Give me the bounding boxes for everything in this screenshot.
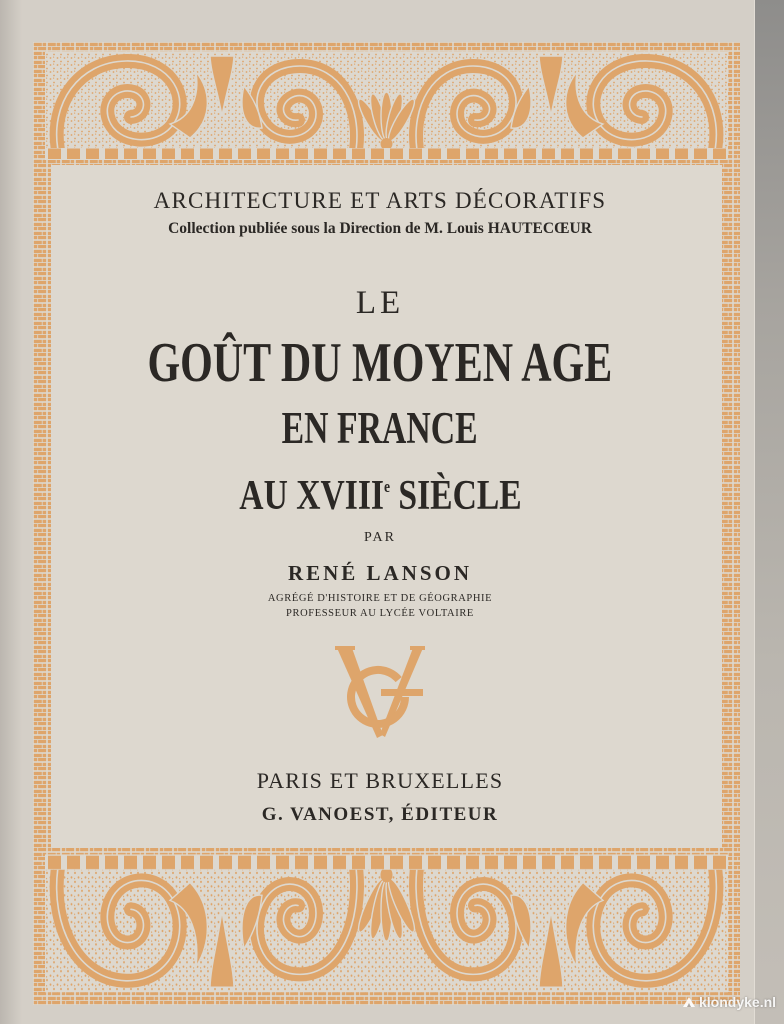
monogram-serif (410, 646, 425, 650)
title-main (50, 332, 710, 394)
title-century-prefix: AU XVIII (238, 473, 384, 519)
author-credential: AGRÉGÉ D'HISTOIRE ET DE GÉOGRAPHIE (267, 593, 493, 604)
title-century (50, 475, 710, 525)
publisher-name: G. VANOEST, ÉDITEUR (261, 804, 499, 825)
title-century-suffix: SIÈCLE (389, 473, 522, 519)
watermark (682, 993, 776, 1011)
title-article: LE (355, 285, 405, 321)
dentil-row (45, 148, 728, 160)
title-main-text: GOÛT DU MOYEN AGE (147, 332, 613, 394)
watermark-text: klondyke.nl (699, 994, 777, 1010)
author-credential: PROFESSEUR AU LYCÉE VOLTAIRE (286, 608, 474, 619)
top-ornament-band (45, 52, 728, 160)
collection-note: Collection publiée sous la Direction de M. Louis HAUTECŒUR (168, 220, 592, 237)
author-name: RENÉ LANSON (287, 561, 473, 585)
title-place (50, 403, 710, 453)
monogram-g-bar (381, 689, 423, 696)
bottom-ornament-band (45, 854, 728, 992)
monogram-serif (335, 646, 355, 650)
klondyke-logo-icon (682, 995, 696, 1009)
vg-monogram-icon (335, 645, 425, 740)
imprint-place: PARIS ET BRUXELLES (256, 768, 504, 793)
title-century-superscript: e (383, 477, 390, 496)
series-title: ARCHITECTURE ET ARTS DÉCORATIFS (153, 188, 607, 213)
byline: PAR (364, 530, 396, 545)
title-place-text: EN FRANCE (282, 403, 478, 453)
